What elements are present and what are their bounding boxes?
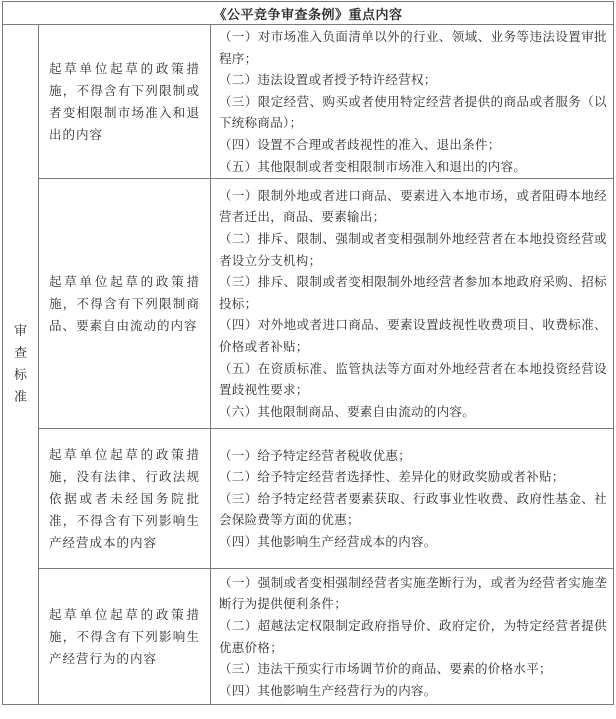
items-free-flow: [211, 179, 614, 429]
items-operating-cost: [211, 429, 614, 569]
list-item: （一）强制或者变相强制经营者实施垄断行为，或者为经营者实施垄断行为提供便利条件；: [219, 574, 607, 612]
group-label-char: 准: [13, 389, 27, 405]
list-item: （五）在资质标准、监管执法等方面对外地经营者在本地投资经营设置歧视性要求；: [219, 360, 607, 398]
list-item: （四）对外地或者进口商品、要素设置歧视性收费项目、收费标准、价格或者补贴；: [219, 317, 607, 355]
list-item: （一）给予特定经营者税收优惠；: [219, 447, 412, 463]
condition-operating-cost: 起草单位起草的政策措施，没有法律、行政法规依据或者未经国务院批准，不得含有下列影响生产经营成本的内容: [39, 429, 211, 569]
group-label-char: 审: [13, 323, 27, 339]
condition-free-flow: 起草单位起草的政策措施，不得含有下列限制商品、要素自由流动的内容: [39, 179, 211, 429]
list-item: （三）违法干预实行市场调节价的商品、要素的价格水平；: [219, 661, 552, 677]
list-item: （四）其他影响生产经营行为的内容。: [219, 682, 437, 698]
group-label-char: 标: [13, 367, 27, 383]
items-market-access: [211, 25, 614, 179]
list-item: （二）排斥、限制、强制或者变相强制外地经营者在本地投资经营或者设立分支机构；: [219, 231, 607, 268]
list-item: （二）违法设置或者授予特许经营权；: [219, 72, 437, 88]
condition-market-access: 起草单位起草的政策措施，不得含有下列限制或者变相限制市场准入和退出的内容: [39, 25, 211, 179]
list-item: （一）限制外地或者进口商品、要素进入本地市场，或者阻碍本地经营者迁出，商品、要素输出；: [219, 187, 607, 225]
review-standards-table: [2, 1, 614, 705]
review-standards-label: [3, 25, 39, 705]
table-title: 《公平竞争审查条例》重点内容: [3, 2, 614, 25]
list-item: （三）给予特定经营者要素获取、行政事业性收费、政府性基金、社会保险费等方面的优惠；: [219, 490, 607, 528]
list-item: （四）其他影响生产经营成本的内容。: [219, 534, 437, 550]
list-item: （四）设置不合理或者歧视性的准入、退出条件；: [219, 136, 501, 152]
condition-operating-behavior: 起草单位起草的政策措施，不得含有下列影响生产经营行为的内容: [39, 569, 211, 705]
list-item: （五）其他限制或者变相限制市场准入和退出的内容。: [219, 158, 527, 174]
list-item: （二）超越法定权限制定政府指导价、政府定价，为特定经营者提供优惠价格；: [219, 618, 607, 655]
list-item: （一）对市场准入负面清单以外的行业、领域、业务等违法设置审批程序；: [219, 29, 607, 66]
items-operating-behavior: [211, 569, 614, 705]
list-item: （六）其他限制商品、要素自由流动的内容。: [219, 403, 476, 419]
list-item: （二）给予特定经营者选择性、差异化的财政奖励或者补贴；: [219, 469, 565, 485]
list-item: （三）排斥、限制或者变相限制外地经营者参加本地政府采购、招标投标；: [219, 274, 607, 311]
group-label-char: 查: [13, 345, 27, 361]
list-item: （三）限定经营、购买或者使用特定经营者提供的商品或者服务（以下统称商品）；: [219, 93, 607, 131]
